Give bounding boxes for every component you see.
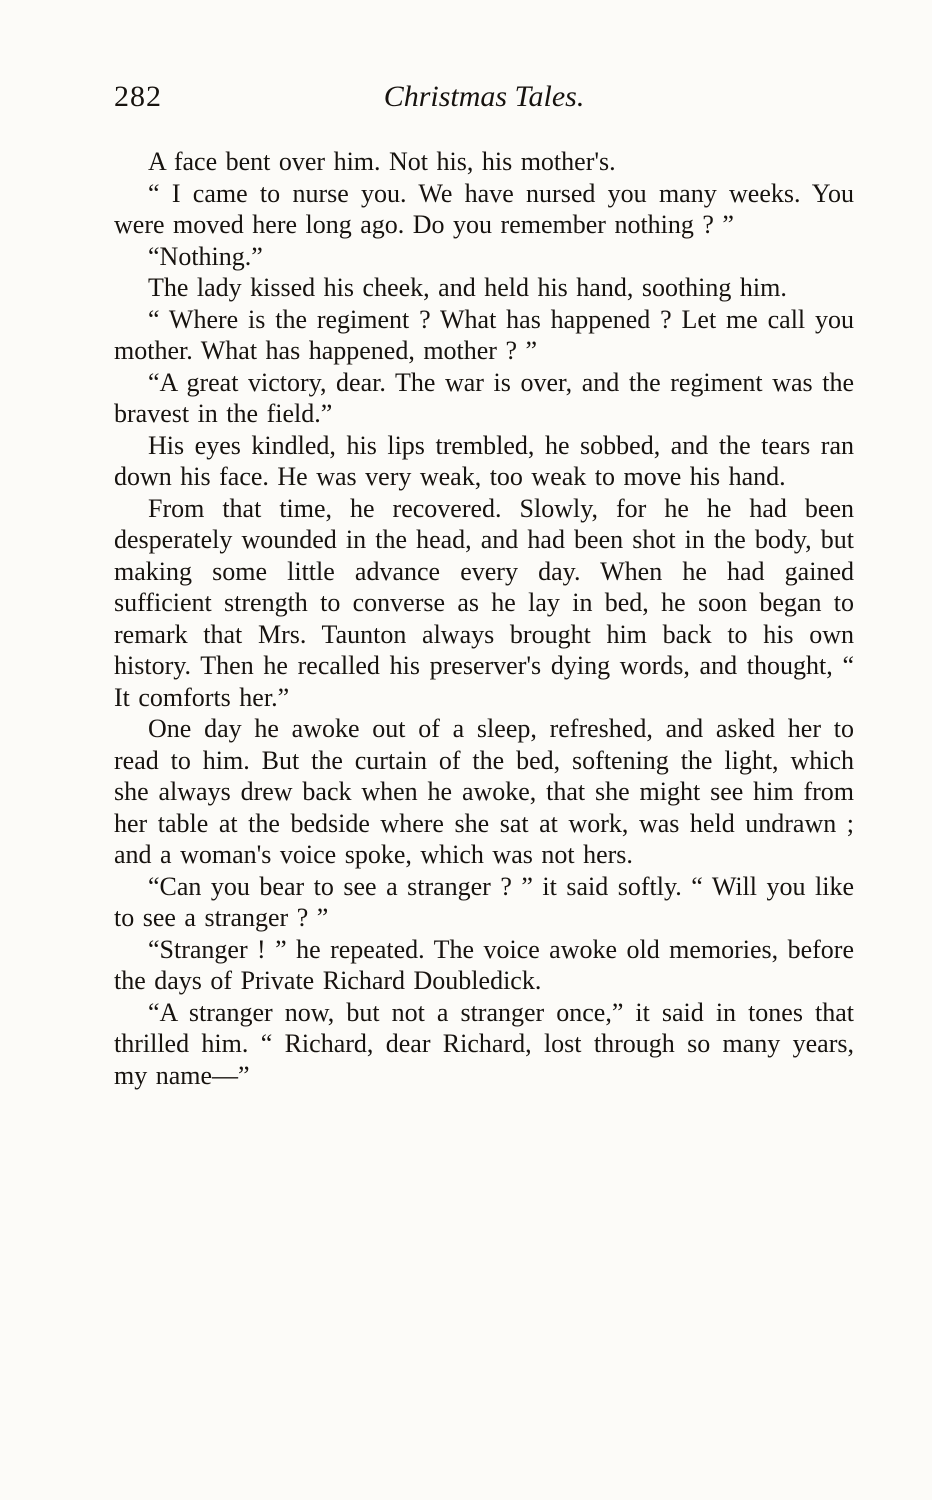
body-text (114, 146, 854, 1091)
paragraph: One day he awoke out of a sleep, refreshed, and asked her to read to him. But the curtain of the bed, softening the light, which she always drew back when he awoke, that she might see him from her table at the bedside where she sat at work, was held undrawn ; and a woman's voice spoke, which was not hers. (114, 714, 854, 869)
paragraph: “A great victory, dear. The war is over, and the regiment was the bravest in the field.” (114, 367, 854, 428)
page-number: 282 (114, 80, 162, 113)
paragraph: The lady kissed his cheek, and held his hand, soothing him. (148, 273, 787, 302)
paragraph: “Nothing.” (148, 241, 263, 271)
paragraph: “Stranger ! ” he repeated. The voice awoke old memories, before the days of Private Richard Doubledick. (114, 934, 854, 995)
paragraph: “Can you bear to see a stranger ? ” it said softly. “ Will you like to see a stranger ? ” (114, 871, 854, 932)
running-head-title: Christmas Tales. (383, 80, 585, 113)
paragraph: “ I came to nurse you. We have nursed you many weeks. You were moved here long ago. Do you remember nothing ? ” (114, 178, 854, 239)
paragraph: A face bent over him. Not his, his mother's. (148, 147, 616, 176)
paragraph: His eyes kindled, his lips trembled, he sobbed, and the tears ran down his face. He was very weak, too weak to move his hand. (114, 430, 854, 491)
paragraph: “A stranger now, but not a stranger once,” it said in tones that thrilled him. “ Richard, dear Richard, lost through so many years, my name—” (114, 997, 854, 1090)
paragraph: “ Where is the regiment ? What has happened ? Let me call you mother. What has happened, mother ? ” (114, 304, 854, 365)
page-header (114, 80, 854, 120)
paragraph: From that time, he recovered. Slowly, for he he had been desperately wounded in the head, and had been shot in the body, but making some little advance every day. When he had gained sufficient strength to converse as he lay in bed, he soon began to remark that Mrs. Taunton always brought him back to his own history. Then he recalled his preserver's dying words, and thought, “ It comforts her.” (114, 493, 854, 712)
